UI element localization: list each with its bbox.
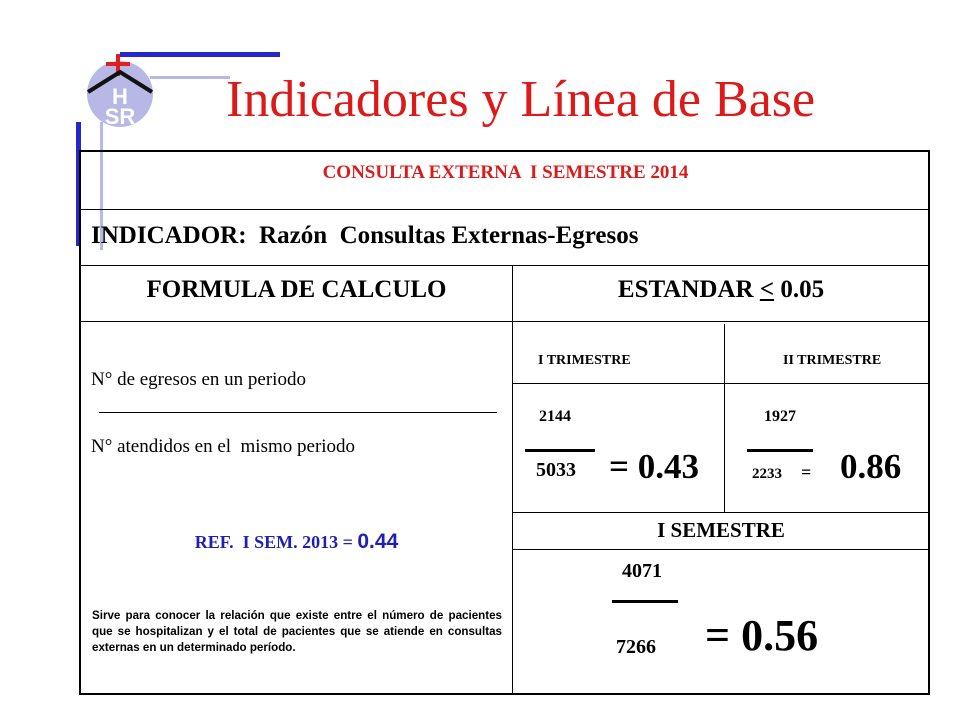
trimester-2-numerator: 1927 [764,408,796,425]
table-divider [512,383,930,384]
formula-denominator: N° atendidos en el mismo periodo [91,436,356,457]
table-divider [81,209,930,210]
standard-header [512,276,930,304]
semester-numerator: 4071 [622,560,662,582]
trimester-1-denominator: 5033 [536,459,576,481]
trimester-2-fraction-line [747,449,813,452]
table-divider [724,324,725,512]
reference-2013 [81,530,512,554]
trimester-2-label: II TRIMESTRE [783,353,882,368]
formula-header: FORMULA DE CALCULO [146,276,447,303]
table-divider [81,321,930,322]
formula-numerator: N° de egresos en un periodo [91,369,306,390]
reference-value: 0.44 [357,530,399,553]
indicator-description: Sirve para conocer la relación que existe entre el número de pacientes que se hospitalizan y el total de pacientes que se atiende en consultas externas en un determinado período. [92,609,502,654]
table-header: CONSULTA EXTERNA I SEMESTRE 2014 [322,162,689,183]
logo-letter-h: H [112,84,128,109]
table-divider [512,265,513,695]
standard-value: 0.05 [774,276,825,303]
trimester-2-result: 0.86 [840,447,902,486]
table-divider [512,549,930,550]
standard-label: ESTANDAR [617,276,760,303]
indicator-table [79,150,930,695]
standard-symbol: < [759,276,775,303]
semester-label: I SEMESTRE [657,518,785,542]
trimester-1-label: I TRIMESTRE [538,353,631,368]
trimester-1-fraction-line [525,449,595,452]
semester-denominator: 7266 [616,636,656,658]
semester-fraction-line [612,600,678,603]
logo-letters-sr: SR [104,104,136,129]
page-title: Indicadores y Línea de Base [226,71,816,128]
semester-result: = 0.56 [705,611,819,660]
trimester-2-denominator: 2233 [752,466,782,482]
formula-fraction-line [99,412,497,413]
trimester-1-result: = 0.43 [609,447,699,486]
trimester-2-equals: = [801,462,812,482]
trimester-1-numerator: 2144 [539,408,571,425]
hospital-logo [80,48,170,133]
indicator-label: INDICADOR: Razón Consultas Externas-Egresos [91,222,639,249]
table-divider [512,512,930,513]
reference-label: REF. I SEM. 2013 = [194,532,358,552]
table-divider [81,265,930,266]
